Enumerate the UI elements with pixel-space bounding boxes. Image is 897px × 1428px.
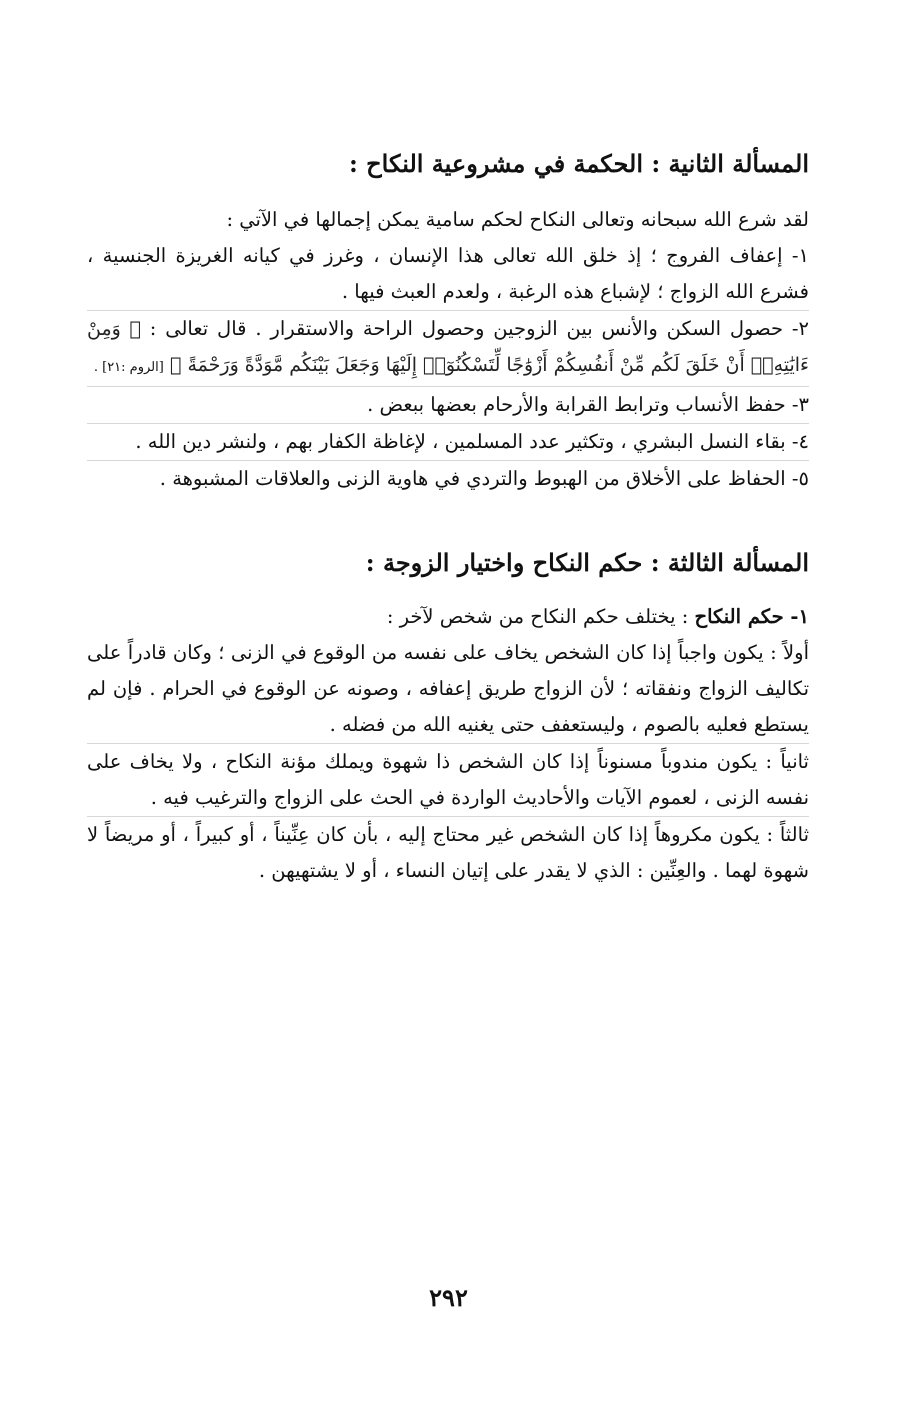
page-number: ٢٩٢ xyxy=(429,1283,468,1312)
section-3-heading: المسألة الثالثة : حكم النكاح واختيار الزوجة : xyxy=(365,548,809,577)
ruling-second: ثانياً : يكون مندوباً مسنوناً إذا كان الشخص ذا شهوة ويملك مؤنة النكاح ، ولا يخاف على نفسه الزنى ، لعموم الآيات والأحاديث الواردة في الحث على الزواج والترغيب فيه . xyxy=(87,750,809,809)
page-body xyxy=(87,140,809,889)
section-2-item-3: ٣- حفظ الأنساب وترابط القرابة والأرحام بعضها ببعض . xyxy=(367,393,809,416)
section-2-item-5: ٥- الحفاظ على الأخلاق من الهبوط والتردي في هاوية الزنى والعلاقات المشبوهة . xyxy=(159,467,809,490)
section-2-heading: المسألة الثانية : الحكمة في مشروعية النكاح : xyxy=(348,149,809,178)
section-2-intro: لقد شرع الله سبحانه وتعالى النكاح لحكم سامية يمكن إجمالها في الآتي : xyxy=(226,208,809,231)
section-3-item-1-text: : يختلف حكم النكاح من شخص لآخر : xyxy=(386,605,695,628)
section-2-item-1: ١- إعفاف الفروج ؛ إذ خلق الله تعالى هذا الإنسان ، وغرز في كيانه الغريزة الجنسية ، فشرع الله الزواج ؛ لإشباع هذه الرغبة ، ولعدم العبث فيها . xyxy=(87,244,809,303)
section-2-item-2 xyxy=(87,311,809,386)
section-2-item-4: ٤- بقاء النسل البشري ، وتكثير عدد المسلمين ، لإغاظة الكفار بهم ، ولنشر دين الله . xyxy=(135,430,809,453)
quran-reference: [الروم :٢١] . xyxy=(93,360,164,375)
section-3-item-1 xyxy=(87,599,809,635)
section-2-item-2-text: ٢- حصول السكن والأنس بين الزوجين وحصول الراحة والاستقرار . قال تعالى : xyxy=(149,317,809,340)
quran-verse: ﴿ وَمِنْ ءَايَٰتِهِۦٓ أَنْ خَلَقَ لَكُم مِّنْ أَنفُسِكُمْ أَزْوَٰجًا لِّتَسْكُنُوٓا۟ إِلَيْهَا وَجَعَلَ بَيْنَكُم مَّوَدَّةً وَرَحْمَةً ﴾ xyxy=(87,318,809,376)
section-3-item-1-lead: ١- حكم النكاح xyxy=(694,605,809,628)
ruling-first: أولاً : يكون واجباً إذا كان الشخص يخاف على نفسه من الوقوع في الزنى ؛ وكان قادراً على تكاليف الزواج ونفقاته ؛ لأن الزواج طريق إعفافه ، وصونه عن الوقوع في الحرام . فإن لم يستطع فعليه بالصوم ، وليستعفف حتى يغنيه الله من فضله . xyxy=(87,641,809,736)
ruling-third: ثالثاً : يكون مكروهاً إذا كان الشخص غير محتاج إليه ، بأن كان عِنِّيناً ، أو كبيراً ، أو مريضاً لا شهوة لهما . والعِنِّين : الذي لا يقدر على إتيان النساء ، أو لا يشتهيهن . xyxy=(87,823,809,882)
